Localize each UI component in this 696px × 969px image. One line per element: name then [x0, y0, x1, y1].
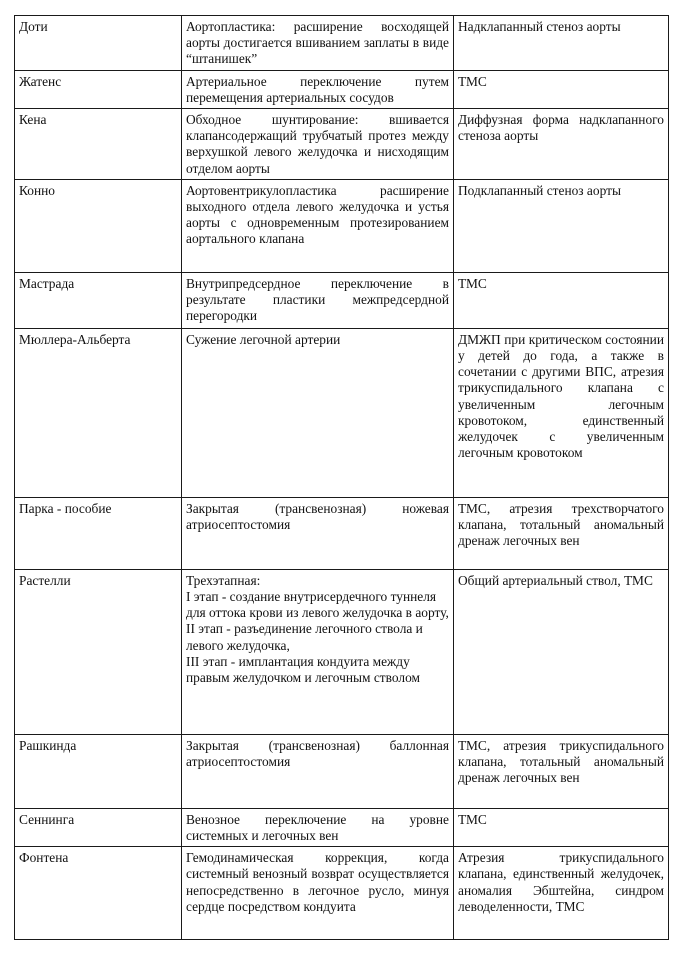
- table-row: [15, 734, 669, 808]
- operation-indication-cell: ТМС: [454, 272, 669, 328]
- table-row: [15, 497, 669, 569]
- table-row: [15, 70, 669, 108]
- stage-3-line: III этап - имплантация кондуита между правым желудочком и легочным стволом: [186, 653, 420, 686]
- operation-name-cell: Конно: [15, 179, 182, 272]
- operation-name-cell: Фонтена: [15, 847, 182, 940]
- operation-indication-cell: Атрезия трикуспидального клапана, единственный желудочек, аномалия Эбштейна, синдром леводеленности, ТМС: [454, 847, 669, 940]
- operation-indication-cell: Диффузная форма надклапанного стеноза аорты: [454, 109, 669, 180]
- operation-name-cell: Сеннинга: [15, 808, 182, 846]
- stage-2-line: II этап - разъединение легочного ствола и левого желудочка,: [186, 621, 423, 653]
- operation-description-cell: Венозное переключение на уровне системных и легочных вен: [182, 808, 454, 846]
- operation-name-cell: Доти: [15, 16, 182, 71]
- operation-description-cell: Обходное шунтирование: вшивается клапансодержащий трубчатый протез между верхушкой левого желудочка и нисходящим отделом аорты: [182, 109, 454, 180]
- operation-indication-cell: Надклапанный стеноз аорты: [454, 16, 669, 71]
- table-row: [15, 272, 669, 328]
- operation-description-cell: Сужение легочной артерии: [182, 328, 454, 497]
- operation-indication-cell: ТМС: [454, 70, 669, 108]
- operation-description-cell: Артериальное переключение путем перемещения артериальных сосудов: [182, 70, 454, 108]
- table-row: [15, 569, 669, 734]
- table-row: [15, 109, 669, 180]
- table-row: [15, 179, 669, 272]
- operation-description-cell: Аортовентрикулопластика расширение выходного отдела левого желудочка и устья аорты с одновременным протезированием аортального клапана: [182, 179, 454, 272]
- operation-indication-cell: ТМС, атрезия трехстворчатого клапана, тотальный аномальный дренаж легочных вен: [454, 497, 669, 569]
- table-row: [15, 328, 669, 497]
- operation-name-cell: Жатенс: [15, 70, 182, 108]
- table-row: [15, 808, 669, 846]
- operation-name-cell: Рашкинда: [15, 734, 182, 808]
- operation-description-cell: Внутрипредсердное переключение в результате пластики межпредсердной перегородки: [182, 272, 454, 328]
- operation-indication-cell: Подклапанный стеноз аорты: [454, 179, 669, 272]
- operation-indication-cell: ДМЖП при критическом состоянии у детей до года, а также в сочетании с другими ВПС, атрезия трикуспидального клапана с увеличенным легочным кровотоком, единственный желудочек с увеличенным легочным кровотоком: [454, 328, 669, 497]
- table-row: [15, 847, 669, 940]
- stage-intro-line: Трехэтапная:: [186, 572, 261, 588]
- surgery-table: [14, 15, 669, 940]
- operation-name-cell: Мюллера-Альберта: [15, 328, 182, 497]
- operation-indication-cell: ТМС, атрезия трикуспидального клапана, тотальный аномальный дренаж легочных вен: [454, 734, 669, 808]
- table-row: [15, 16, 669, 71]
- operation-name-cell: Мастрада: [15, 272, 182, 328]
- operation-description-cell: Гемодинамическая коррекция, когда системный венозный возврат осуществляется непосредственно в легочное русло, минуя сердце посредством кондуита: [182, 847, 454, 940]
- operation-indication-cell: Общий артериальный ствол, ТМС: [454, 569, 669, 734]
- stage-1-line: I этап - создание внутрисердечного туннеля для оттока крови из левого желудочка в аорту,: [186, 589, 449, 621]
- operation-indication-cell: ТМС: [454, 808, 669, 846]
- operation-description-cell: Аортопластика: расширение восходящей аорты достигается вшиванием заплаты в виде “штанишек”: [182, 16, 454, 71]
- operation-description-cell: Закрытая (трансвенозная) баллонная атриосептостомия: [182, 734, 454, 808]
- operation-description-cell: [182, 569, 454, 734]
- operation-description-cell: Закрытая (трансвенозная) ножевая атриосептостомия: [182, 497, 454, 569]
- operation-name-cell: Кена: [15, 109, 182, 180]
- operation-name-cell: Растелли: [15, 569, 182, 734]
- operation-name-cell: Парка - пособие: [15, 497, 182, 569]
